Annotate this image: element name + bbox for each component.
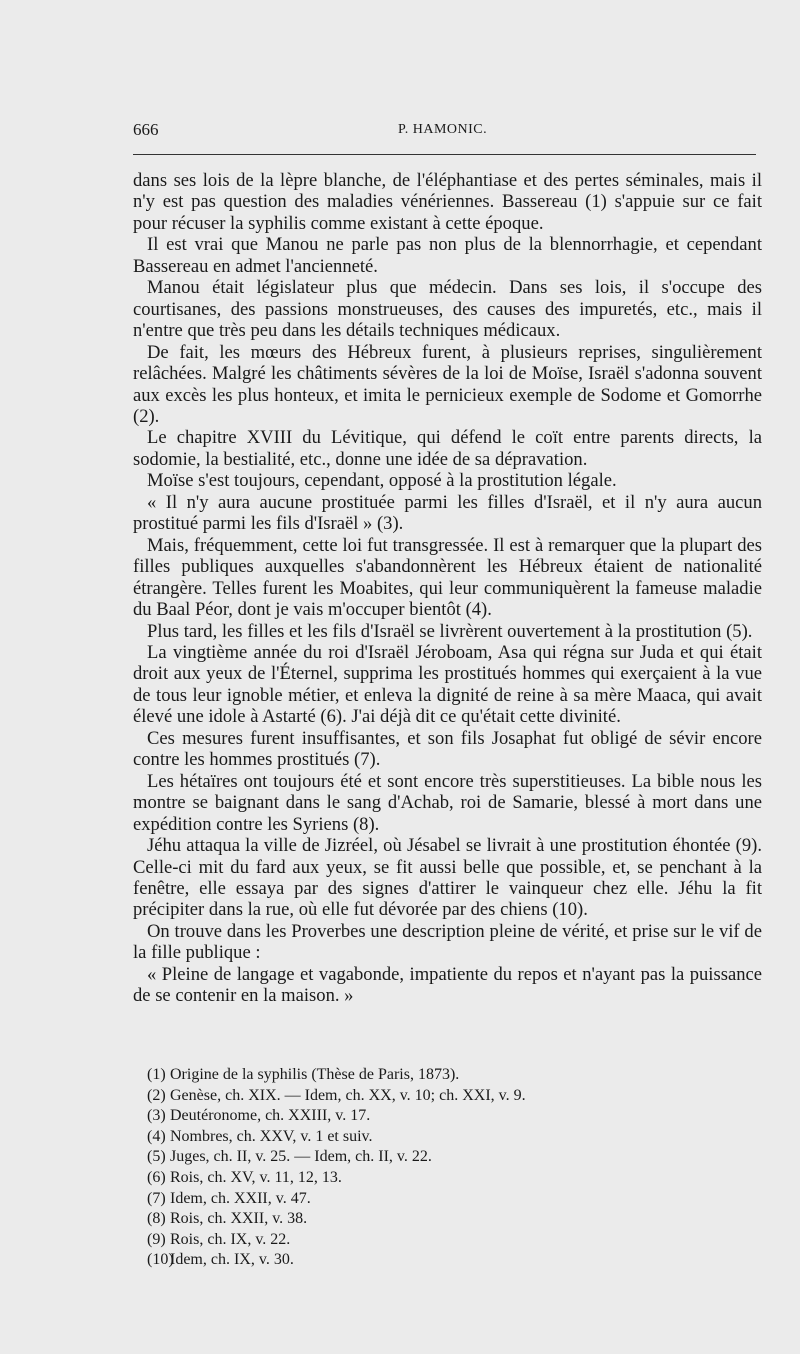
- paragraph: Ces mesures furent insuffisantes, et son fils Josaphat fut obligé de sévir encore contre les hommes prostitués (7).: [133, 727, 762, 771]
- page-number: 666: [133, 120, 159, 139]
- footnote-number: (1): [147, 1066, 166, 1083]
- paragraph: Les hétaïres ont toujours été et sont encore très superstitieuses. La bible nous les montre se baignant dans le sang d'Achab, roi de Samarie, blessé à mort dans une expédition contre les Syriens (8).: [133, 770, 762, 835]
- body-text: [133, 170, 762, 1007]
- footnote: [147, 1127, 747, 1148]
- footnote: [147, 1230, 747, 1251]
- paragraph: Moïse s'est toujours, cependant, opposé à la prostitution légale.: [147, 470, 617, 492]
- paragraph: Jéhu attaqua la ville de Jizréel, où Jésabel se livrait à une prostitution éhontée (9). Celle-ci mit du fard aux yeux, se fit aussi belle que possible, et, se penchant à la fenêtre, elle essaya par des signes d'attirer le vainqueur chez elle. Jéhu la fit précipiter dans la rue, où elle fut dévorée par des chiens (10).: [133, 835, 762, 921]
- footnote-number: (6): [147, 1168, 166, 1186]
- paragraph: Il est vrai que Manou ne parle pas non plus de la blennorrhagie, et cependant Bassereau en admet l'ancienneté.: [133, 234, 762, 277]
- author-running-title: P. HAMONIC.: [398, 122, 488, 137]
- footnote: [147, 1065, 747, 1086]
- footnote-text: Idem, ch. XXII, v. 47.: [170, 1189, 311, 1207]
- footnote-text: Deutéronome, ch. XXIII, v. 17.: [170, 1107, 371, 1125]
- footnote-number: (10): [147, 1251, 174, 1269]
- footnote: [147, 1250, 747, 1271]
- paragraph: dans ses lois de la lèpre blanche, de l'éléphantiase et des pertes séminales, mais il n'y est pas question des maladies vénériennes. Bassereau (1) s'appuie sur ce fait pour récuser la syphilis comme existant à cette époque.: [133, 170, 762, 234]
- footnote: [147, 1189, 747, 1210]
- paragraph: « Il n'y aura aucune prostituée parmi les filles d'Israël, et il n'y aura aucun prostitué parmi les fils d'Israël » (3).: [133, 491, 762, 535]
- paragraph: De fait, les mœurs des Hébreux furent, à plusieurs reprises, singulièrement relâchées. Malgré les châtiments sévères de la loi de Moïse, Israël s'adonna souvent aux excès les plus honteux, et imita le pernicieux exemple de Sodome et Gomorrhe (2).: [133, 341, 762, 427]
- paragraph: Le chapitre XVIII du Lévitique, qui défend le coït entre parents directs, la sodomie, la bestialité, etc., donne une idée de sa dépravation.: [133, 427, 762, 470]
- footnote: [147, 1168, 747, 1189]
- footnote: [147, 1086, 747, 1107]
- footnote-number: (8): [147, 1210, 166, 1228]
- paragraph: Mais, fréquemment, cette loi fut transgressée. Il est à remarquer que la plupart des filles publiques auxquelles s'abandonnèrent les Hébreux étaient de nationalité étrangère. Telles furent les Moabites, qui leur communiquèrent la fameuse maladie du Baal Péor, dont je vais m'occuper bientôt (4).: [133, 534, 762, 621]
- paragraph: Manou était législateur plus que médecin. Dans ses lois, il s'occupe des courtisanes, des passions monstrueuses, des causes des impuretés, etc., mais il n'entre que très peu dans les détails techniques médicaux.: [133, 277, 762, 342]
- footnote: [147, 1106, 747, 1127]
- footnote-number: (2): [147, 1086, 166, 1104]
- footnote-text: Origine de la syphilis (Thèse de Paris, 1873).: [170, 1066, 460, 1083]
- footnote-text: Rois, ch. XXII, v. 38.: [170, 1210, 308, 1228]
- footnote-text: Nombres, ch. XXV, v. 1 et suiv.: [170, 1127, 373, 1145]
- paragraph: On trouve dans les Proverbes une description pleine de vérité, et prise sur le vif de la fille publique :: [133, 920, 762, 964]
- footnote-text: Rois, ch. IX, v. 22.: [170, 1230, 291, 1248]
- paragraph: Plus tard, les filles et les fils d'Israël se livrèrent ouvertement à la prostitution (5).: [147, 620, 753, 642]
- paragraph: « Pleine de langage et vagabonde, impatiente du repos et n'ayant pas la puissance de se contenir en la maison. »: [133, 963, 762, 1007]
- footnote-number: (9): [147, 1230, 166, 1248]
- footnote-number: (3): [147, 1107, 166, 1125]
- paragraph: La vingtième année du roi d'Israël Jéroboam, Asa qui régna sur Juda et qui était droit aux yeux de l'Éternel, supprima les prostitués hommes qui exerçaient à la vue de tous leur ignoble métier, et enleva la dignité de reine à sa mère Maaca, qui avait élevé une idole à Astarté (6). J'ai déjà dit ce qu'était cette divinité.: [133, 641, 762, 728]
- footnotes: [147, 1065, 747, 1271]
- header-rule: [133, 154, 756, 155]
- running-head: [133, 120, 756, 142]
- footnote: [147, 1147, 747, 1168]
- footnote-text: Genèse, ch. XIX. — Idem, ch. XX, v. 10; ch. XXI, v. 9.: [170, 1086, 526, 1104]
- footnote-number: (7): [147, 1189, 166, 1207]
- footnote-number: (4): [147, 1127, 166, 1145]
- footnote: [147, 1209, 747, 1230]
- footnote-text: Juges, ch. II, v. 25. — Idem, ch. II, v. 22.: [170, 1148, 432, 1166]
- footnote-text: Idem, ch. IX, v. 30.: [170, 1251, 294, 1269]
- footnote-number: (5): [147, 1148, 166, 1166]
- footnote-text: Rois, ch. XV, v. 11, 12, 13.: [170, 1168, 342, 1186]
